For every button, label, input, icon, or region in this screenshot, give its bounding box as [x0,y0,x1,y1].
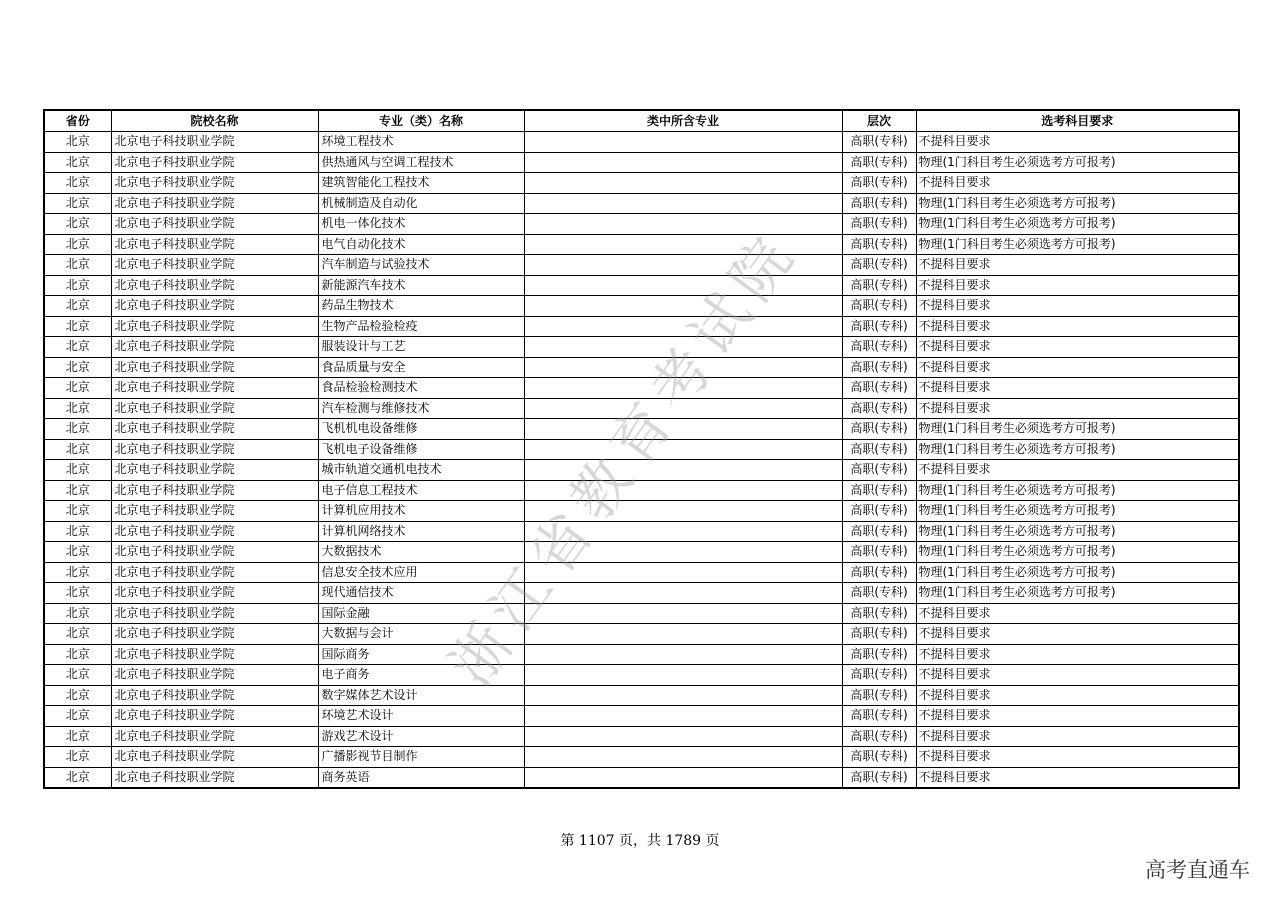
cell-included-majors [524,316,842,337]
cell-major-name: 新能源汽车技术 [318,275,524,296]
cell-major-name: 供热通风与空调工程技术 [318,152,524,173]
cell-school-name: 北京电子科技职业学院 [111,378,318,399]
cell-subject-requirements: 不提科目要求 [916,132,1239,153]
cell-subject-requirements: 不提科目要求 [916,173,1239,194]
cell-level: 高职(专科) [842,665,916,686]
cell-level: 高职(专科) [842,234,916,255]
cell-included-majors [524,378,842,399]
cell-province: 北京 [44,726,111,747]
cell-level: 高职(专科) [842,521,916,542]
cell-included-majors [524,583,842,604]
cell-subject-requirements: 不提科目要求 [916,357,1239,378]
cell-included-majors [524,521,842,542]
table-row [44,644,1239,665]
cell-included-majors [524,603,842,624]
cell-subject-requirements: 不提科目要求 [916,665,1239,686]
cell-province: 北京 [44,357,111,378]
cell-level: 高职(专科) [842,767,916,788]
cell-school-name: 北京电子科技职业学院 [111,419,318,440]
cell-subject-requirements: 不提科目要求 [916,624,1239,645]
cell-included-majors [524,624,842,645]
cell-subject-requirements: 物理(1门科目考生必须选考方可报考) [916,234,1239,255]
cell-province: 北京 [44,685,111,706]
cell-subject-requirements: 物理(1门科目考生必须选考方可报考) [916,501,1239,522]
cell-subject-requirements: 不提科目要求 [916,316,1239,337]
cell-level: 高职(专科) [842,747,916,768]
cell-major-name: 国际商务 [318,644,524,665]
cell-level: 高职(专科) [842,501,916,522]
cell-subject-requirements: 不提科目要求 [916,337,1239,358]
cell-included-majors [524,747,842,768]
cell-subject-requirements: 不提科目要求 [916,767,1239,788]
table-row [44,132,1239,153]
cell-major-name: 食品检验检测技术 [318,378,524,399]
cell-province: 北京 [44,644,111,665]
cell-level: 高职(专科) [842,583,916,604]
cell-included-majors [524,439,842,460]
cell-school-name: 北京电子科技职业学院 [111,603,318,624]
cell-province: 北京 [44,747,111,768]
cell-level: 高职(专科) [842,562,916,583]
header-school-name: 院校名称 [111,110,318,132]
cell-province: 北京 [44,439,111,460]
cell-level: 高职(专科) [842,644,916,665]
cell-level: 高职(专科) [842,603,916,624]
table-row [44,706,1239,727]
table-row [44,665,1239,686]
cell-subject-requirements: 不提科目要求 [916,296,1239,317]
table-body [44,132,1239,789]
cell-major-name: 药品生物技术 [318,296,524,317]
table-row [44,419,1239,440]
cell-province: 北京 [44,460,111,481]
cell-subject-requirements: 物理(1门科目考生必须选考方可报考) [916,521,1239,542]
cell-school-name: 北京电子科技职业学院 [111,460,318,481]
header-major-name: 专业（类）名称 [318,110,524,132]
table-row [44,337,1239,358]
table-row [44,255,1239,276]
cell-included-majors [524,275,842,296]
cell-level: 高职(专科) [842,357,916,378]
cell-province: 北京 [44,275,111,296]
cell-subject-requirements: 物理(1门科目考生必须选考方可报考) [916,439,1239,460]
cell-major-name: 汽车制造与试验技术 [318,255,524,276]
table-row [44,542,1239,563]
table-row [44,152,1239,173]
cell-included-majors [524,665,842,686]
cell-major-name: 大数据与会计 [318,624,524,645]
cell-level: 高职(专科) [842,685,916,706]
cell-level: 高职(专科) [842,419,916,440]
cell-school-name: 北京电子科技职业学院 [111,152,318,173]
cell-included-majors [524,173,842,194]
cell-level: 高职(专科) [842,480,916,501]
cell-level: 高职(专科) [842,193,916,214]
table-row [44,685,1239,706]
cell-province: 北京 [44,398,111,419]
cell-school-name: 北京电子科技职业学院 [111,747,318,768]
cell-included-majors [524,685,842,706]
table-row [44,275,1239,296]
table-row [44,583,1239,604]
admission-requirements-table [43,109,1240,789]
cell-level: 高职(专科) [842,296,916,317]
cell-school-name: 北京电子科技职业学院 [111,132,318,153]
cell-major-name: 计算机应用技术 [318,501,524,522]
cell-school-name: 北京电子科技职业学院 [111,296,318,317]
cell-major-name: 城市轨道交通机电技术 [318,460,524,481]
cell-level: 高职(专科) [842,706,916,727]
cell-province: 北京 [44,542,111,563]
cell-school-name: 北京电子科技职业学院 [111,644,318,665]
cell-level: 高职(专科) [842,255,916,276]
table-row [44,296,1239,317]
cell-included-majors [524,562,842,583]
table-row [44,603,1239,624]
cell-major-name: 游戏艺术设计 [318,726,524,747]
table-row [44,398,1239,419]
cell-school-name: 北京电子科技职业学院 [111,214,318,235]
cell-school-name: 北京电子科技职业学院 [111,583,318,604]
page-number: 第 1107 页，共 1789 页 [560,833,720,849]
cell-major-name: 汽车检测与维修技术 [318,398,524,419]
cell-level: 高职(专科) [842,726,916,747]
cell-included-majors [524,152,842,173]
cell-school-name: 北京电子科技职业学院 [111,562,318,583]
table-row [44,193,1239,214]
cell-province: 北京 [44,583,111,604]
cell-subject-requirements: 不提科目要求 [916,685,1239,706]
cell-subject-requirements: 物理(1门科目考生必须选考方可报考) [916,562,1239,583]
cell-major-name: 机电一体化技术 [318,214,524,235]
cell-included-majors [524,480,842,501]
cell-province: 北京 [44,521,111,542]
cell-major-name: 食品质量与安全 [318,357,524,378]
cell-school-name: 北京电子科技职业学院 [111,726,318,747]
cell-level: 高职(专科) [842,173,916,194]
cell-province: 北京 [44,132,111,153]
cell-major-name: 飞机机电设备维修 [318,419,524,440]
cell-school-name: 北京电子科技职业学院 [111,624,318,645]
cell-included-majors [524,419,842,440]
cell-school-name: 北京电子科技职业学院 [111,439,318,460]
cell-province: 北京 [44,501,111,522]
cell-school-name: 北京电子科技职业学院 [111,316,318,337]
cell-included-majors [524,337,842,358]
cell-included-majors [524,234,842,255]
cell-major-name: 环境工程技术 [318,132,524,153]
cell-major-name: 广播影视节目制作 [318,747,524,768]
table-row [44,316,1239,337]
cell-major-name: 服装设计与工艺 [318,337,524,358]
cell-school-name: 北京电子科技职业学院 [111,521,318,542]
cell-included-majors [524,296,842,317]
cell-subject-requirements: 不提科目要求 [916,603,1239,624]
cell-major-name: 环境艺术设计 [318,706,524,727]
cell-province: 北京 [44,234,111,255]
cell-school-name: 北京电子科技职业学院 [111,275,318,296]
cell-major-name: 机械制造及自动化 [318,193,524,214]
table-row [44,562,1239,583]
watermark-text: 浙江省教育考试院 [436,217,812,698]
cell-school-name: 北京电子科技职业学院 [111,480,318,501]
cell-province: 北京 [44,316,111,337]
cell-major-name: 电子信息工程技术 [318,480,524,501]
cell-subject-requirements: 物理(1门科目考生必须选考方可报考) [916,480,1239,501]
table-row [44,501,1239,522]
cell-included-majors [524,542,842,563]
cell-subject-requirements: 物理(1门科目考生必须选考方可报考) [916,214,1239,235]
cell-province: 北京 [44,706,111,727]
brand-logo-text: 高考直通车 [1145,858,1250,882]
table-row [44,378,1239,399]
cell-included-majors [524,726,842,747]
cell-province: 北京 [44,173,111,194]
cell-province: 北京 [44,767,111,788]
table-row [44,357,1239,378]
cell-included-majors [524,357,842,378]
cell-subject-requirements: 物理(1门科目考生必须选考方可报考) [916,193,1239,214]
cell-subject-requirements: 不提科目要求 [916,460,1239,481]
cell-subject-requirements: 物理(1门科目考生必须选考方可报考) [916,583,1239,604]
cell-major-name: 商务英语 [318,767,524,788]
cell-level: 高职(专科) [842,316,916,337]
cell-included-majors [524,767,842,788]
table-row [44,726,1239,747]
cell-major-name: 计算机网络技术 [318,521,524,542]
cell-province: 北京 [44,214,111,235]
cell-subject-requirements: 不提科目要求 [916,747,1239,768]
cell-included-majors [524,132,842,153]
cell-school-name: 北京电子科技职业学院 [111,234,318,255]
cell-level: 高职(专科) [842,337,916,358]
table-row [44,747,1239,768]
cell-province: 北京 [44,152,111,173]
cell-major-name: 数字媒体艺术设计 [318,685,524,706]
table-row [44,480,1239,501]
cell-school-name: 北京电子科技职业学院 [111,767,318,788]
cell-included-majors [524,644,842,665]
cell-school-name: 北京电子科技职业学院 [111,193,318,214]
cell-school-name: 北京电子科技职业学院 [111,255,318,276]
cell-school-name: 北京电子科技职业学院 [111,542,318,563]
header-province: 省份 [44,110,111,132]
cell-subject-requirements: 不提科目要求 [916,644,1239,665]
cell-level: 高职(专科) [842,214,916,235]
cell-major-name: 飞机电子设备维修 [318,439,524,460]
cell-subject-requirements: 不提科目要求 [916,255,1239,276]
cell-province: 北京 [44,419,111,440]
cell-level: 高职(专科) [842,460,916,481]
cell-major-name: 信息安全技术应用 [318,562,524,583]
cell-province: 北京 [44,624,111,645]
table-row [44,460,1239,481]
cell-school-name: 北京电子科技职业学院 [111,337,318,358]
cell-included-majors [524,398,842,419]
table-row [44,767,1239,788]
cell-school-name: 北京电子科技职业学院 [111,357,318,378]
cell-school-name: 北京电子科技职业学院 [111,665,318,686]
cell-subject-requirements: 不提科目要求 [916,378,1239,399]
cell-included-majors [524,706,842,727]
cell-province: 北京 [44,480,111,501]
cell-subject-requirements: 不提科目要求 [916,398,1239,419]
cell-school-name: 北京电子科技职业学院 [111,685,318,706]
table-header-row [44,110,1239,132]
cell-level: 高职(专科) [842,132,916,153]
table-row [44,214,1239,235]
cell-included-majors [524,460,842,481]
cell-included-majors [524,193,842,214]
header-included-majors: 类中所含专业 [524,110,842,132]
cell-subject-requirements: 不提科目要求 [916,706,1239,727]
table-row [44,173,1239,194]
cell-major-name: 现代通信技术 [318,583,524,604]
cell-province: 北京 [44,603,111,624]
table-row [44,439,1239,460]
cell-province: 北京 [44,255,111,276]
cell-subject-requirements: 物理(1门科目考生必须选考方可报考) [916,542,1239,563]
cell-major-name: 生物产品检验检疫 [318,316,524,337]
cell-major-name: 电子商务 [318,665,524,686]
table-row [44,234,1239,255]
cell-major-name: 电气自动化技术 [318,234,524,255]
cell-province: 北京 [44,562,111,583]
table-row [44,521,1239,542]
cell-school-name: 北京电子科技职业学院 [111,173,318,194]
cell-level: 高职(专科) [842,624,916,645]
cell-major-name: 建筑智能化工程技术 [318,173,524,194]
cell-province: 北京 [44,296,111,317]
cell-school-name: 北京电子科技职业学院 [111,706,318,727]
cell-subject-requirements: 不提科目要求 [916,726,1239,747]
cell-level: 高职(专科) [842,542,916,563]
cell-level: 高职(专科) [842,152,916,173]
cell-level: 高职(专科) [842,275,916,296]
cell-subject-requirements: 物理(1门科目考生必须选考方可报考) [916,419,1239,440]
cell-province: 北京 [44,337,111,358]
cell-major-name: 国际金融 [318,603,524,624]
header-subject-requirements: 选考科目要求 [916,110,1239,132]
cell-subject-requirements: 物理(1门科目考生必须选考方可报考) [916,152,1239,173]
cell-major-name: 大数据技术 [318,542,524,563]
cell-province: 北京 [44,665,111,686]
cell-school-name: 北京电子科技职业学院 [111,501,318,522]
cell-province: 北京 [44,193,111,214]
header-level: 层次 [842,110,916,132]
cell-level: 高职(专科) [842,398,916,419]
cell-province: 北京 [44,378,111,399]
cell-included-majors [524,214,842,235]
cell-level: 高职(专科) [842,439,916,460]
table-row [44,624,1239,645]
cell-included-majors [524,501,842,522]
cell-included-majors [524,255,842,276]
cell-school-name: 北京电子科技职业学院 [111,398,318,419]
cell-subject-requirements: 不提科目要求 [916,275,1239,296]
cell-level: 高职(专科) [842,378,916,399]
